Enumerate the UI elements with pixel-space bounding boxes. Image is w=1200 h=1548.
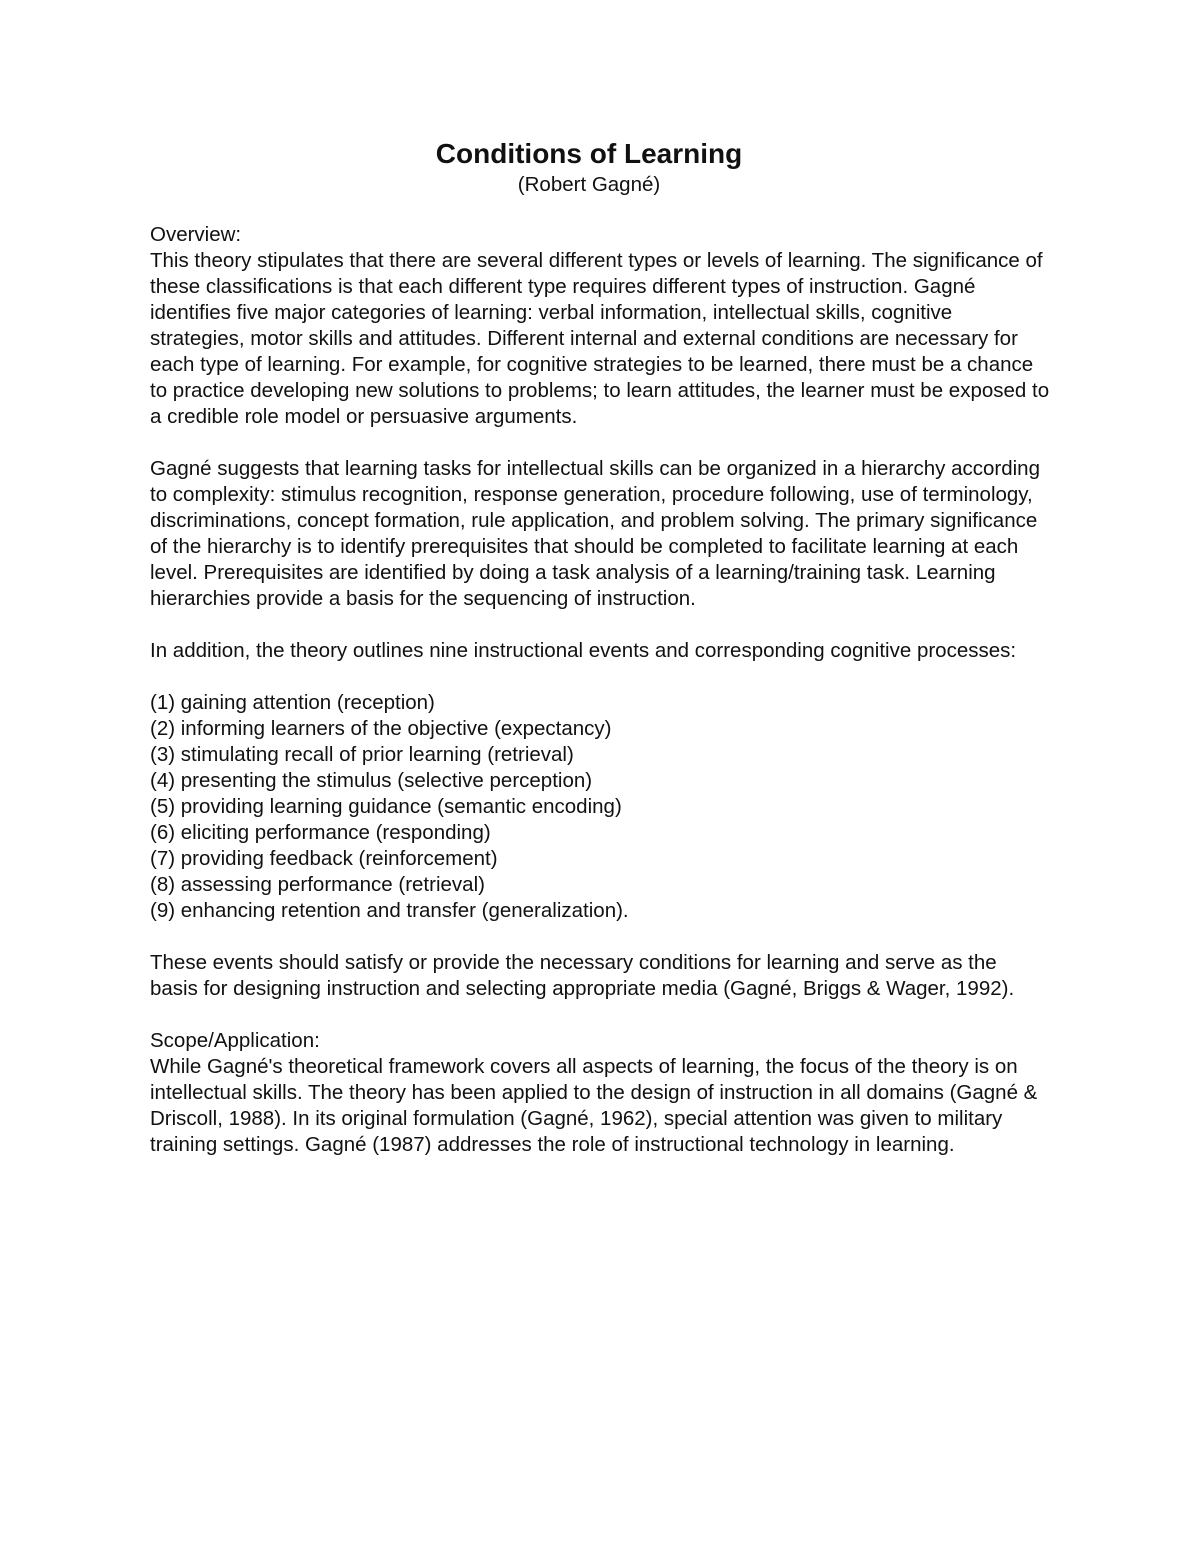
scope-paragraph: While Gagné's theoretical framework covers all aspects of learning, the focus of the theory is on intellectual skills. The theory has been applied to the design of instruction in all domains (Gagné & Driscoll, 1988). In its original formulation (Gagné, 1962), special attention was given to military training settings. Gagné (1987) addresses the role of instructional technology in learning. xyxy=(150,1055,1038,1156)
document-title: Conditions of Learning xyxy=(435,138,743,169)
list-item: (7) providing feedback (reinforcement) xyxy=(150,847,498,870)
list-item: (6) eliciting performance (responding) xyxy=(150,821,491,844)
overview-closing-paragraph: These events should satisfy or provide the necessary conditions for learning and serve as the basis for designing instruction and selecting appropriate media (Gagné, Briggs & Wager, 1992). xyxy=(150,951,1015,1000)
list-item: (8) assessing performance (retrieval) xyxy=(150,873,485,896)
document-author: (Robert Gagné) xyxy=(517,173,661,196)
overview-heading: Overview: xyxy=(150,223,242,246)
instructional-events-list xyxy=(150,690,1050,924)
overview-paragraph-1: This theory stipulates that there are several different types or levels of learning. The significance of these classifications is that each different type requires different types of instruction. Gagné identifies five major categories of learning: verbal information, intellectual skills, cognitive strategies, motor skills and attitudes. Different internal and external conditions are necessary for each type of learning. For example, for cognitive strategies to be learned, there must be a chance to practice developing new solutions to problems; to learn attitudes, the learner must be exposed to a credible role model or persuasive arguments. xyxy=(150,249,1050,428)
list-item: (5) providing learning guidance (semantic encoding) xyxy=(150,795,622,818)
list-item: (1) gaining attention (reception) xyxy=(150,691,435,714)
list-item: (9) enhancing retention and transfer (generalization). xyxy=(150,899,629,922)
list-item: (4) presenting the stimulus (selective perception) xyxy=(150,769,593,792)
document-page xyxy=(150,136,1050,1184)
list-item: (3) stimulating recall of prior learning (retrieval) xyxy=(150,743,574,766)
scope-heading: Scope/Application: xyxy=(150,1029,320,1052)
list-item: (2) informing learners of the objective (expectancy) xyxy=(150,717,612,740)
overview-paragraph-2: Gagné suggests that learning tasks for intellectual skills can be organized in a hierarchy according to complexity: stimulus recognition, response generation, procedure following, use of terminology, discriminations, concept formation, rule application, and problem solving. The primary significance of the hierarchy is to identify prerequisites that should be completed to facilitate learning at each level. Prerequisites are identified by doing a task analysis of a learning/training task. Learning hierarchies provide a basis for the sequencing of instruction. xyxy=(150,457,1040,610)
overview-paragraph-3: In addition, the theory outlines nine instructional events and corresponding cognitive processes: xyxy=(150,639,1017,662)
